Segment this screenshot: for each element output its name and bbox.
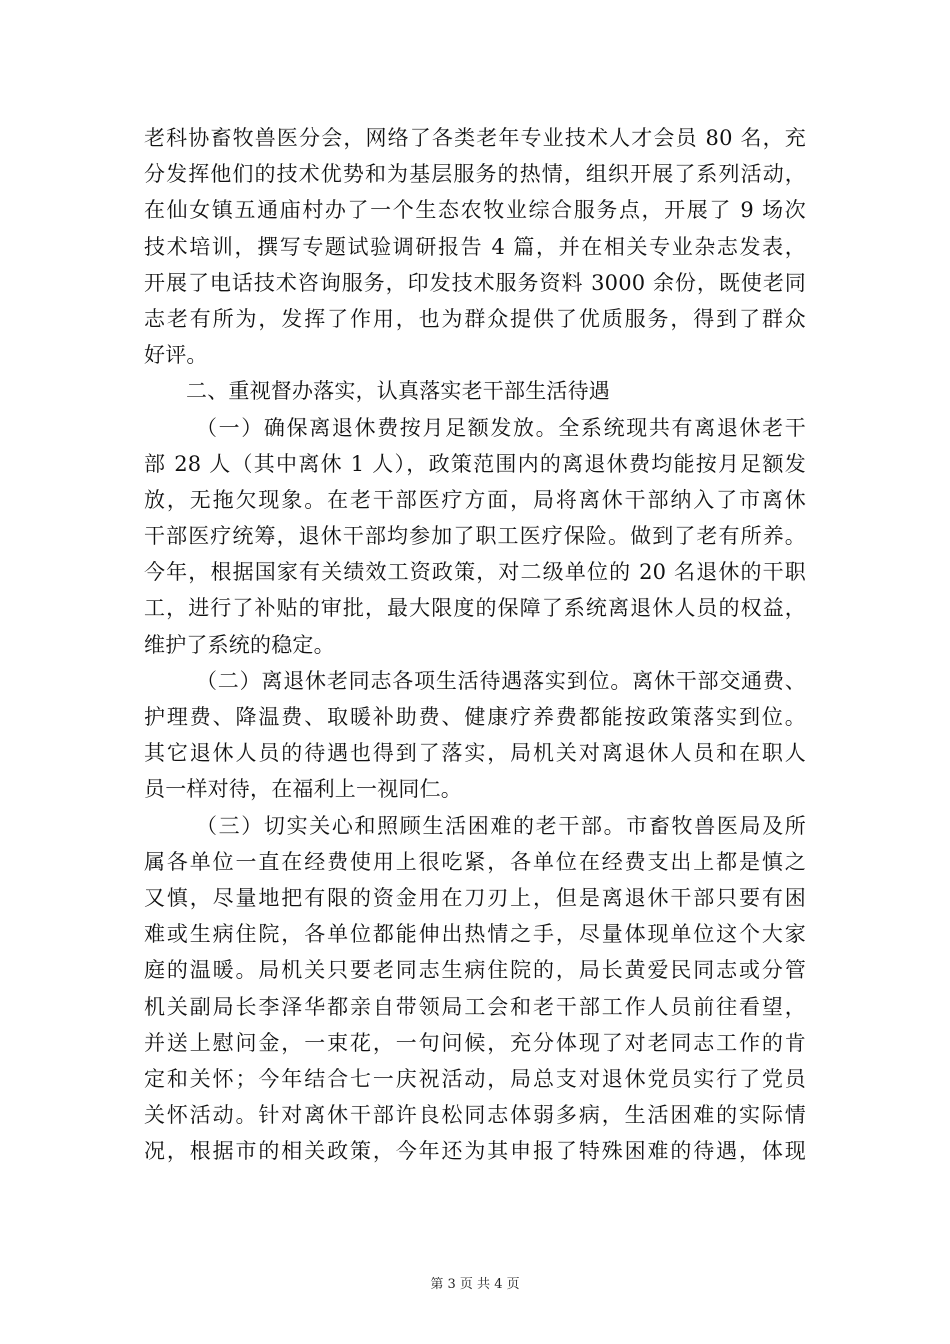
page-number: 第 3 页 共 4 页 (430, 1277, 520, 1292)
text-line: 部 28 人（其中离休 1 人），政策范围内的离退休费均能按月足额发 (144, 451, 806, 476)
text-line: 况，根据市的相关政策，今年还为其申报了特殊困难的待遇，体现 (144, 1139, 806, 1164)
text-line: （二）离退休老同志各项生活待遇落实到位。离休干部交通费、 (196, 668, 806, 693)
text-line: 干部医疗统筹，退休干部均参加了职工医疗保险。做到了老有所养。 (144, 524, 806, 549)
text-line: （一）确保离退休费按月足额发放。全系统现共有离退休老干 (196, 415, 806, 440)
text-line: 二、重视督办落实，认真落实老干部生活待遇 (186, 379, 610, 404)
text-line: 今年，根据国家有关绩效工资政策，对二级单位的 20 名退休的干职 (144, 560, 806, 585)
text-line: 志老有所为，发挥了作用，也为群众提供了优质服务，得到了群众 (144, 306, 806, 331)
text-line: 工，进行了补贴的审批，最大限度的保障了系统离退休人员的权益， (144, 596, 806, 621)
text-line: 技术培训，撰写专题试验调研报告 4 篇，并在相关专业杂志发表， (144, 234, 806, 259)
text-line: 开展了电话技术咨询服务，印发技术服务资料 3000 余份，既使老同 (144, 270, 806, 295)
text-line: 又慎，尽量地把有限的资金用在刀刃上，但是离退休干部只要有困 (144, 885, 806, 910)
text-line: 护理费、降温费、取暖补助费、健康疗养费都能按政策落实到位。 (144, 705, 806, 729)
text-line: 难或生病住院，各单位都能伸出热情之手，尽量体现单位这个大家 (144, 922, 806, 947)
text-line: 并送上慰问金，一束花，一句问候，充分体现了对老同志工作的肯 (144, 1030, 806, 1055)
text-line: 好评。 (144, 343, 208, 368)
text-line: 老科协畜牧兽医分会，网络了各类老年专业技术人才会员 80 名，充 (144, 126, 806, 150)
text-line: 在仙女镇五通庙村办了一个生态农牧业综合服务点，开展了 9 场次 (144, 198, 806, 223)
text-line: （三）切实关心和照顾生活困难的老干部。市畜牧兽医局及所 (196, 813, 806, 838)
text-line: 机关副局长李泽华都亲自带领局工会和老干部工作人员前往看望， (144, 994, 806, 1019)
text-line: 放，无拖欠现象。在老干部医疗方面，局将离休干部纳入了市离休 (144, 487, 806, 512)
page-footer (0, 1277, 950, 1293)
text-line: 员一样对待，在福利上一视同仁。 (144, 777, 462, 802)
text-line: 分发挥他们的技术优势和为基层服务的热情，组织开展了系列活动， (144, 162, 806, 187)
text-line: 维护了系统的稳定。 (144, 632, 335, 657)
text-line: 属各单位一直在经费使用上很吃紧，各单位在经费支出上都是慎之 (144, 849, 806, 874)
text-line: 定和关怀；今年结合七一庆祝活动，局总支对退休党员实行了党员 (144, 1066, 806, 1091)
text-line: 庭的温暖。局机关只要老同志生病住院的，局长黄爱民同志或分管 (144, 958, 806, 983)
text-line: 关怀活动。针对离休干部许良松同志体弱多病，生活困难的实际情 (144, 1103, 806, 1128)
text-line: 其它退休人员的待遇也得到了落实，局机关对离退休人员和在职人 (144, 741, 806, 766)
document-body (144, 120, 806, 1169)
